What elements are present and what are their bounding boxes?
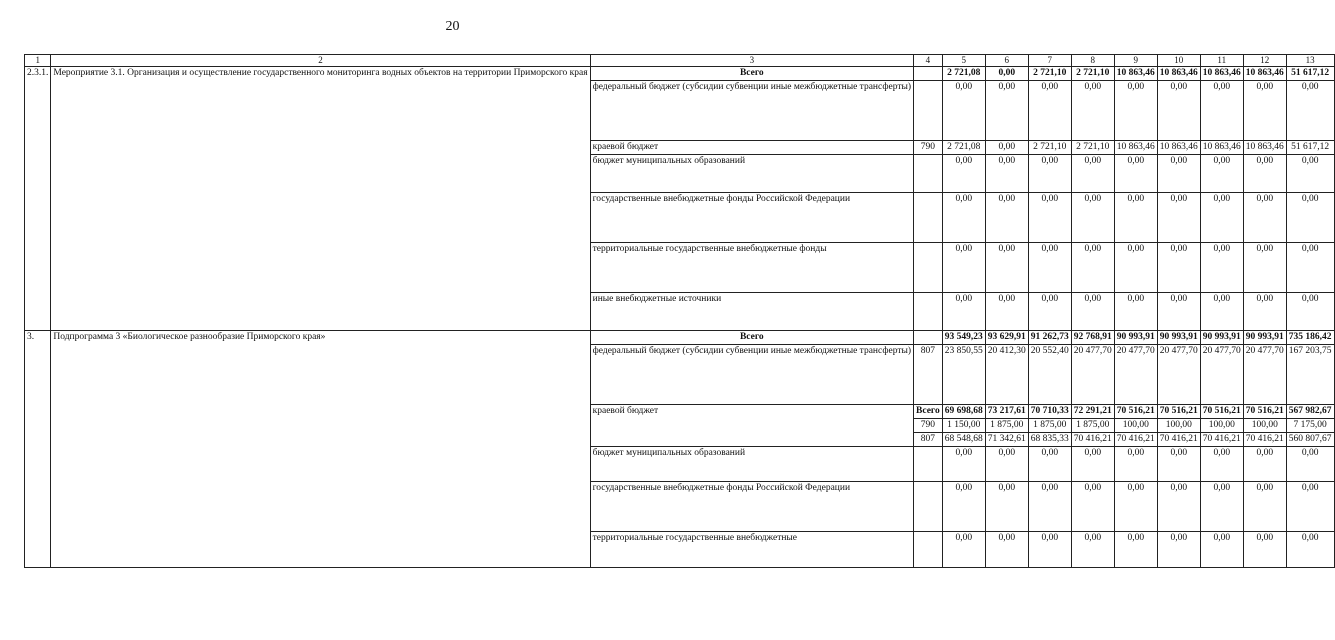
value-cell: 0,00 xyxy=(1243,155,1286,193)
value-cell: 7 175,00 xyxy=(1286,419,1334,433)
page-number: 20 xyxy=(445,19,460,34)
value-cell: 0,00 xyxy=(1157,155,1200,193)
funding-source: федеральный бюджет (субсидии субвенции иные межбюджетные трансферты) xyxy=(590,345,913,405)
value-cell: 0,00 xyxy=(985,482,1028,532)
header-row xyxy=(25,55,1335,67)
value-cell: 0,00 xyxy=(1200,193,1243,243)
code-cell xyxy=(914,155,943,193)
value-cell: 20 477,70 xyxy=(1200,345,1243,405)
value-cell: 0,00 xyxy=(1200,155,1243,193)
value-cell: 90 993,91 xyxy=(1114,331,1157,345)
value-cell: 0,00 xyxy=(1243,293,1286,331)
value-cell: 0,00 xyxy=(1243,243,1286,293)
value-cell: 73 217,61 xyxy=(985,405,1028,419)
value-cell: 20 477,70 xyxy=(1071,345,1114,405)
value-cell: 2 721,08 xyxy=(942,67,985,81)
header-cell: 13 xyxy=(1286,55,1334,67)
value-cell: 1 875,00 xyxy=(1028,419,1071,433)
value-cell: 20 477,70 xyxy=(1114,345,1157,405)
value-cell: 0,00 xyxy=(1157,81,1200,141)
value-cell: 0,00 xyxy=(985,532,1028,568)
value-cell: 0,00 xyxy=(1071,447,1114,482)
value-cell: 0,00 xyxy=(1114,193,1157,243)
value-cell: 0,00 xyxy=(1157,532,1200,568)
value-cell: 0,00 xyxy=(985,293,1028,331)
value-cell: 0,00 xyxy=(1157,447,1200,482)
value-cell: 560 807,67 xyxy=(1286,433,1334,447)
code-cell xyxy=(914,293,943,331)
funding-source: краевой бюджет xyxy=(590,405,913,447)
value-cell: 0,00 xyxy=(1286,81,1334,141)
header-cell: 7 xyxy=(1028,55,1071,67)
code-cell xyxy=(914,331,943,345)
value-cell: 20 412,30 xyxy=(985,345,1028,405)
value-cell: 70 416,21 xyxy=(1114,433,1157,447)
value-cell: 0,00 xyxy=(1071,243,1114,293)
funding-source: территориальные государственные внебюджетные xyxy=(590,532,913,568)
code-cell: 807 xyxy=(914,433,943,447)
measure-name: Мероприятие 3.1. Организация и осуществление государственного мониторинга водных объектов на территории Приморского края xyxy=(51,67,590,331)
value-cell: 0,00 xyxy=(1028,447,1071,482)
value-cell: 0,00 xyxy=(985,243,1028,293)
value-cell: 100,00 xyxy=(1243,419,1286,433)
value-cell: 0,00 xyxy=(1243,447,1286,482)
code-cell xyxy=(914,447,943,482)
code-cell xyxy=(914,67,943,81)
value-cell: 0,00 xyxy=(1200,243,1243,293)
table-row xyxy=(25,67,1335,81)
value-cell: 0,00 xyxy=(1157,482,1200,532)
code-cell: Всего xyxy=(914,405,943,419)
value-cell: 0,00 xyxy=(985,67,1028,81)
value-cell: 70 416,21 xyxy=(1243,433,1286,447)
code-cell: 807 xyxy=(914,345,943,405)
code-cell: 790 xyxy=(914,141,943,155)
value-cell: 0,00 xyxy=(942,482,985,532)
value-cell: 0,00 xyxy=(1028,155,1071,193)
value-cell: 0,00 xyxy=(1200,447,1243,482)
value-cell: 10 863,46 xyxy=(1243,67,1286,81)
value-cell: 0,00 xyxy=(1071,155,1114,193)
header-cell: 10 xyxy=(1157,55,1200,67)
value-cell: 70 516,21 xyxy=(1157,405,1200,419)
value-cell: 2 721,08 xyxy=(942,141,985,155)
value-cell: 1 150,00 xyxy=(942,419,985,433)
header-cell: 8 xyxy=(1071,55,1114,67)
value-cell: 23 850,55 xyxy=(942,345,985,405)
row-id: 3. xyxy=(25,331,51,568)
funding-source: иные внебюджетные источники xyxy=(590,293,913,331)
value-cell: 0,00 xyxy=(985,155,1028,193)
header-cell: 3 xyxy=(590,55,913,67)
value-cell: 0,00 xyxy=(1157,193,1200,243)
value-cell: 20 477,70 xyxy=(1243,345,1286,405)
value-cell: 10 863,46 xyxy=(1114,141,1157,155)
code-cell xyxy=(914,482,943,532)
value-cell: 567 982,67 xyxy=(1286,405,1334,419)
value-cell: 0,00 xyxy=(942,293,985,331)
header-cell: 11 xyxy=(1200,55,1243,67)
value-cell: 100,00 xyxy=(1157,419,1200,433)
value-cell: 100,00 xyxy=(1114,419,1157,433)
value-cell: 100,00 xyxy=(1200,419,1243,433)
value-cell: 10 863,46 xyxy=(1243,141,1286,155)
value-cell: 0,00 xyxy=(985,193,1028,243)
value-cell: 0,00 xyxy=(1200,81,1243,141)
value-cell: 10 863,46 xyxy=(1114,67,1157,81)
header-cell: 6 xyxy=(985,55,1028,67)
value-cell: 0,00 xyxy=(1028,243,1071,293)
value-cell: 93 549,23 xyxy=(942,331,985,345)
funding-source: федеральный бюджет (субсидии субвенции иные межбюджетные трансферты) xyxy=(590,81,913,141)
value-cell: 0,00 xyxy=(1114,293,1157,331)
value-cell: 0,00 xyxy=(1243,81,1286,141)
value-cell: 0,00 xyxy=(1286,532,1334,568)
value-cell: 0,00 xyxy=(1286,243,1334,293)
value-cell: 70 416,21 xyxy=(1200,433,1243,447)
value-cell: 0,00 xyxy=(1114,482,1157,532)
funding-source: государственные внебюджетные фонды Российской Федерации xyxy=(590,193,913,243)
code-cell xyxy=(914,243,943,293)
value-cell: 1 875,00 xyxy=(985,419,1028,433)
funding-source: территориальные государственные внебюджетные фонды xyxy=(590,243,913,293)
value-cell: 51 617,12 xyxy=(1286,67,1334,81)
header-cell: 1 xyxy=(25,55,51,67)
value-cell: 0,00 xyxy=(1243,482,1286,532)
value-cell: 0,00 xyxy=(1286,193,1334,243)
value-cell: 0,00 xyxy=(1200,482,1243,532)
value-cell: 0,00 xyxy=(1157,243,1200,293)
value-cell: 69 698,68 xyxy=(942,405,985,419)
value-cell: 0,00 xyxy=(1071,293,1114,331)
value-cell: 70 416,21 xyxy=(1157,433,1200,447)
value-cell: 735 186,42 xyxy=(1286,331,1334,345)
funding-source: Всего xyxy=(590,331,913,345)
value-cell: 51 617,12 xyxy=(1286,141,1334,155)
value-cell: 70 416,21 xyxy=(1071,433,1114,447)
value-cell: 68 548,68 xyxy=(942,433,985,447)
value-cell: 0,00 xyxy=(942,193,985,243)
value-cell: 0,00 xyxy=(1157,293,1200,331)
value-cell: 0,00 xyxy=(942,81,985,141)
header-cell: 4 xyxy=(914,55,943,67)
value-cell: 0,00 xyxy=(1028,81,1071,141)
value-cell: 0,00 xyxy=(1200,532,1243,568)
value-cell: 0,00 xyxy=(1028,482,1071,532)
value-cell: 1 875,00 xyxy=(1071,419,1114,433)
value-cell: 0,00 xyxy=(985,141,1028,155)
budget-table xyxy=(24,54,1335,568)
value-cell: 10 863,46 xyxy=(1157,67,1200,81)
funding-source: краевой бюджет xyxy=(590,141,913,155)
value-cell: 70 516,21 xyxy=(1114,405,1157,419)
table-row xyxy=(25,331,1335,345)
header-cell: 12 xyxy=(1243,55,1286,67)
value-cell: 2 721,10 xyxy=(1071,141,1114,155)
value-cell: 0,00 xyxy=(1071,482,1114,532)
value-cell: 10 863,46 xyxy=(1200,67,1243,81)
value-cell: 10 863,46 xyxy=(1200,141,1243,155)
row-id: 2.3.1. xyxy=(25,67,51,331)
value-cell: 90 993,91 xyxy=(1243,331,1286,345)
value-cell: 68 835,33 xyxy=(1028,433,1071,447)
value-cell: 0,00 xyxy=(1114,243,1157,293)
value-cell: 0,00 xyxy=(985,81,1028,141)
header-cell: 9 xyxy=(1114,55,1157,67)
value-cell: 0,00 xyxy=(1243,193,1286,243)
value-cell: 71 342,61 xyxy=(985,433,1028,447)
value-cell: 20 477,70 xyxy=(1157,345,1200,405)
value-cell: 0,00 xyxy=(942,155,985,193)
value-cell: 92 768,91 xyxy=(1071,331,1114,345)
value-cell: 0,00 xyxy=(942,532,985,568)
value-cell: 2 721,10 xyxy=(1028,67,1071,81)
funding-source: бюджет муниципальных образований xyxy=(590,155,913,193)
value-cell: 0,00 xyxy=(942,243,985,293)
value-cell: 70 710,33 xyxy=(1028,405,1071,419)
value-cell: 0,00 xyxy=(942,447,985,482)
measure-name: Подпрограмма 3 «Биологическое разнообразие Приморского края» xyxy=(51,331,590,568)
value-cell: 93 629,91 xyxy=(985,331,1028,345)
value-cell: 2 721,10 xyxy=(1071,67,1114,81)
code-cell xyxy=(914,193,943,243)
value-cell: 0,00 xyxy=(1243,532,1286,568)
value-cell: 0,00 xyxy=(1114,447,1157,482)
value-cell: 0,00 xyxy=(1200,293,1243,331)
value-cell: 0,00 xyxy=(1286,155,1334,193)
header-cell: 2 xyxy=(51,55,590,67)
value-cell: 0,00 xyxy=(1286,482,1334,532)
value-cell: 0,00 xyxy=(1071,532,1114,568)
code-cell xyxy=(914,81,943,141)
value-cell: 167 203,75 xyxy=(1286,345,1334,405)
value-cell: 2 721,10 xyxy=(1028,141,1071,155)
value-cell: 0,00 xyxy=(985,447,1028,482)
value-cell: 91 262,73 xyxy=(1028,331,1071,345)
code-cell xyxy=(914,532,943,568)
value-cell: 90 993,91 xyxy=(1200,331,1243,345)
value-cell: 0,00 xyxy=(1071,81,1114,141)
value-cell: 0,00 xyxy=(1028,293,1071,331)
value-cell: 70 516,21 xyxy=(1243,405,1286,419)
value-cell: 72 291,21 xyxy=(1071,405,1114,419)
value-cell: 10 863,46 xyxy=(1157,141,1200,155)
value-cell: 70 516,21 xyxy=(1200,405,1243,419)
value-cell: 0,00 xyxy=(1028,532,1071,568)
funding-source: бюджет муниципальных образований xyxy=(590,447,913,482)
header-cell: 5 xyxy=(942,55,985,67)
value-cell: 0,00 xyxy=(1071,193,1114,243)
funding-source: Всего xyxy=(590,67,913,81)
value-cell: 0,00 xyxy=(1286,293,1334,331)
value-cell: 20 552,40 xyxy=(1028,345,1071,405)
funding-source: государственные внебюджетные фонды Российской Федерации xyxy=(590,482,913,532)
value-cell: 0,00 xyxy=(1028,193,1071,243)
code-cell: 790 xyxy=(914,419,943,433)
value-cell: 0,00 xyxy=(1286,447,1334,482)
value-cell: 0,00 xyxy=(1114,81,1157,141)
value-cell: 0,00 xyxy=(1114,155,1157,193)
value-cell: 90 993,91 xyxy=(1157,331,1200,345)
value-cell: 0,00 xyxy=(1114,532,1157,568)
